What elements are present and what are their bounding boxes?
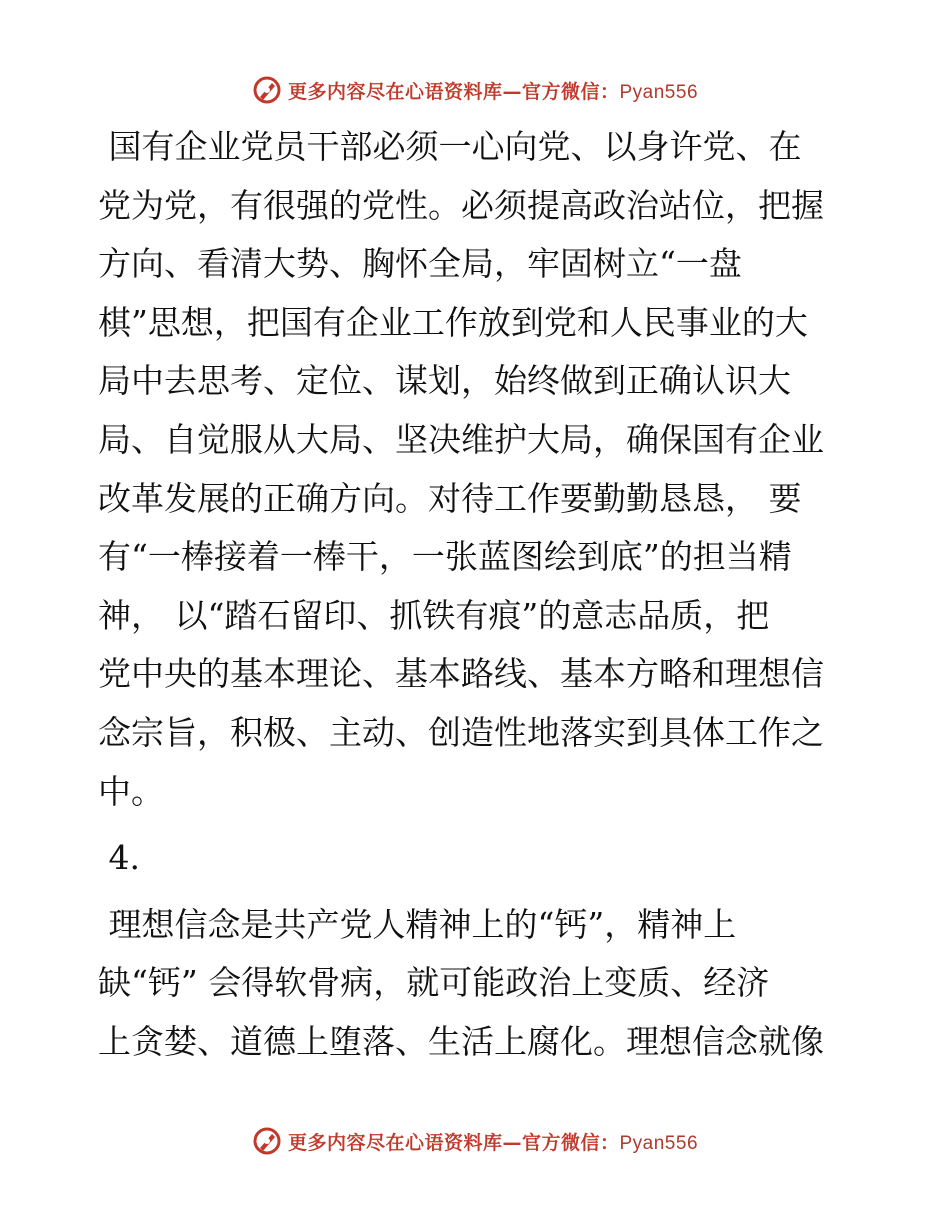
- watermark-site: 更多内容尽在心语资料库: [287, 80, 503, 103]
- text-line: 有“一棒接着一棒干，一张蓝图绘到底”的担当精: [98, 537, 792, 577]
- text-line: 上贪婪、道德上堕落、生活上腐化。理想信念就像: [98, 1021, 824, 1061]
- text-line: 改革发展的正确方向。对待工作要勤勤恳恳， 要: [98, 478, 802, 518]
- pen-logo-icon: [252, 75, 282, 105]
- text-line: 理想信念是共产党人精神上的“钙”，精神上: [98, 904, 737, 944]
- document-body: [98, 118, 858, 1072]
- text-line: 局中去思考、定位、谋划，始终做到正确认识大: [98, 361, 791, 401]
- watermark-wechat-id: Pyan556: [619, 1132, 699, 1154]
- text-line: 方向、看清大势、胸怀全局，牢固树立“一盘: [98, 244, 742, 284]
- watermark-text: [288, 1128, 698, 1155]
- text-line: 国有企业党员干部必须一心向党、以身许党、在: [98, 127, 802, 166]
- text-line: 局、自觉服从大局、坚决维护大局，确保国有企业: [98, 419, 824, 459]
- text-line: 棋”思想，把国有企业工作放到党和人民事业的大: [98, 302, 808, 342]
- header-watermark: [0, 72, 950, 108]
- pen-logo-icon: [252, 1126, 282, 1156]
- watermark-site: 更多内容尽在心语资料库: [287, 1131, 503, 1154]
- watermark-wechat-id: Pyan556: [619, 81, 699, 103]
- section-number: 4.: [98, 838, 140, 878]
- text-line: 党中央的基本理论、基本路线、基本方略和理想信: [98, 654, 824, 694]
- watermark-text: [288, 77, 698, 104]
- text-line: 党为党，有很强的党性。必须提高政治站位，把握: [98, 185, 824, 225]
- footer-watermark: [0, 1123, 950, 1159]
- text-line: 中。: [98, 771, 164, 811]
- text-line: 缺“钙” 会得软骨病，就可能政治上变质、经济: [98, 963, 770, 1003]
- watermark-label: 官方微信：: [521, 1131, 620, 1154]
- watermark-label: 官方微信：: [521, 80, 620, 103]
- watermark-dash: —: [502, 80, 522, 103]
- text-line: 念宗旨，积极、主动、创造性地落实到具体工作之: [98, 712, 824, 752]
- watermark-dash: —: [502, 1131, 522, 1154]
- text-line: 神， 以“踏石留印、抓铁有痕”的意志品质，把: [98, 595, 770, 635]
